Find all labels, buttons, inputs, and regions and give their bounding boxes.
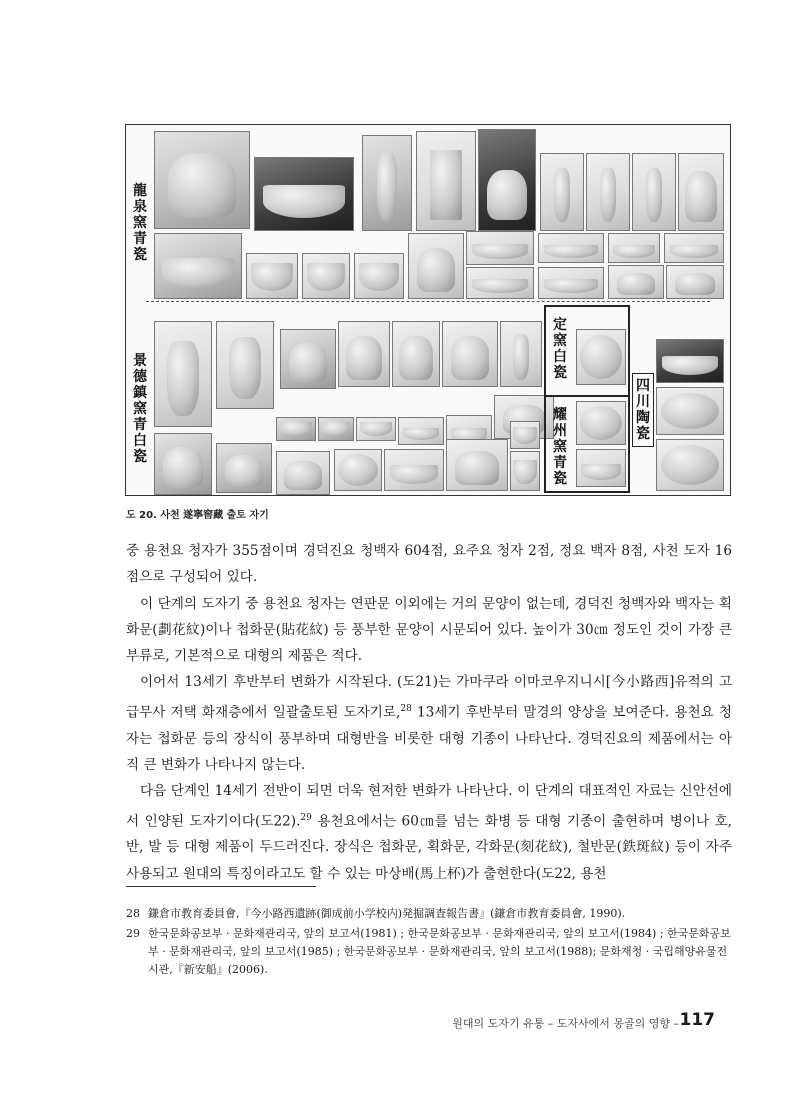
footnote-28: [126, 905, 732, 923]
photo-jingdezhen-lidded-bowl: [446, 439, 508, 491]
photo-longquan-cup-2: [302, 253, 350, 299]
photo-longquan-jarlet-1: [608, 265, 664, 299]
footnote-ref-28[interactable]: 28: [400, 703, 412, 714]
photo-jingdezhen-ewer-2: [216, 443, 272, 493]
photo-jingdezhen-box-3: [356, 417, 396, 441]
label-jingdezhen: 景德鎮窯青白瓷: [133, 353, 147, 465]
footnote-text: 鎌倉市教育委員會,『今小路西遺跡(御成前小学校内)発掘調査報告書』(鎌倉市教育委員會, 1990).: [148, 907, 626, 920]
photo-jingdezhen-cup-2: [510, 451, 540, 491]
photo-longquan-cup-1: [246, 253, 298, 299]
running-title: 원대의 도자기 유통 – 도자사에서 몽골의 영향 –: [452, 1017, 679, 1030]
paragraph-3-part-b: 13세기 후반부터 말경의 양상을 보여준다. 용천요 청자는 첩화문 등의 장식이 풍부하며 대형반을 비롯한 대형 기종이 나타난다. 경덕진요의 제품에서는 아직 큰 변화가 나타나지 않는다.: [126, 704, 732, 773]
photo-longquan-bowl-5: [538, 267, 604, 299]
photo-jingdezhen-ewer-1: [154, 433, 212, 495]
photo-longquan-ewer: [408, 233, 464, 299]
paragraph-4-part-a: 다음 단계인 14세기 전반이 되면 더욱 현저한 변화가 나타난다. 이 단계의 대표적인 자료는 신안선에서 인양된 도자기이다(도22).: [126, 783, 732, 830]
ding-yaozhou-box: [544, 305, 630, 493]
photo-longquan-vase-2: [478, 129, 536, 231]
label-ding: 定窯白瓷: [553, 317, 567, 381]
photo-jingdezhen-censer-3: [442, 321, 498, 387]
figure-caption: 도 20. 사천 遂寧窖藏 출토 자기: [126, 510, 269, 521]
label-sichuan: 四川陶瓷: [636, 378, 650, 442]
photo-jingdezhen-meiping-2: [216, 321, 274, 409]
photo-longquan-lidded-jar: [678, 153, 724, 231]
photo-longquan-vase-1: [362, 135, 412, 231]
paragraph-3-part-a: 이어서 13세기 후반부터 변화가 시작된다. (도21)는 가마쿠라 이마코우지니시[今小路西]유적의 고급무사 저택 화재층에서 일괄출토된 도자기로,: [126, 674, 732, 721]
photo-jingdezhen-meiping-1: [154, 321, 212, 427]
paragraph-1: 중 용천요 청자가 355점이며 경덕진요 청백자 604점, 요주요 청자 2점, 정요 백자 8점, 사천 도자 16점으로 구성되어 있다.: [126, 543, 732, 586]
photo-jingdezhen-vase: [500, 321, 542, 387]
photo-longquan-dish-1: [466, 267, 534, 299]
photo-longquan-cup-3: [354, 253, 404, 299]
footnote-rule: [126, 886, 316, 887]
photo-jingdezhen-jar-1: [280, 329, 336, 389]
photo-longquan-jarlet-2: [666, 265, 724, 299]
footnote-number: 29: [126, 927, 140, 940]
body-text: [126, 538, 732, 887]
figure-plate: [125, 124, 731, 496]
photo-longquan-vase-4: [586, 153, 630, 231]
photo-longquan-vase-3: [540, 153, 584, 231]
footnote-number: 28: [126, 907, 140, 920]
section-divider: [146, 301, 710, 302]
sichuan-label-box: [632, 373, 654, 447]
photo-longquan-bowl-1: [466, 231, 534, 265]
paragraph-2: 이 단계의 도자기 중 용천요 청자는 연판문 이외에는 거의 문양이 없는데, 경덕진 청백자와 백자는 획화문(劃花紋)이나 첩화문(貼花紋) 등 풍부한 문양이 시문되어 있다. 높이가 30㎝ 정도인 것이 가장 큰 부류로, 기본적으로 대형의 제품은 적다.: [126, 595, 732, 665]
photo-yaozhou-bowl-1: [576, 401, 626, 445]
footnote-29: [126, 925, 732, 979]
photo-jingdezhen-dish-2: [334, 449, 382, 491]
label-yaozhou: 耀州窯青瓷: [553, 407, 567, 487]
photo-sichuan-bowl-1: [656, 339, 724, 383]
page-number: 117: [679, 1010, 715, 1030]
paragraph-4: [126, 778, 732, 887]
photo-jingdezhen-bowl-2: [384, 449, 444, 491]
photo-jingdezhen-censer-2: [392, 321, 440, 387]
photo-longquan-bowl-3: [608, 233, 660, 263]
photo-longquan-censer: [254, 157, 354, 231]
photo-jingdezhen-figurine: [276, 451, 330, 495]
photo-longquan-tripod: [154, 233, 242, 299]
photo-jingdezhen-box-1: [276, 417, 316, 441]
footnotes: [126, 905, 732, 981]
photo-longquan-jar: [154, 131, 250, 229]
photo-longquan-vase-5: [632, 153, 676, 231]
paragraph-4-part-b: 용천요에서는 60㎝를 넘는 화병 등 대형 기종이 출현하며 병이나 호, 반, 발 등 대형 제품이 두드러진다. 장식은 첩화문, 획화문, 각화문(刻花紋), 철반문(鉄斑紋) 등이 자주 사용되고 원대의 특징이라고도 할 수 있는 마상배(馬上杯)가 출현한다(도22, 용천: [126, 813, 732, 882]
box-divider: [546, 395, 628, 397]
photo-yaozhou-bowl-2: [576, 449, 626, 487]
photo-jingdezhen-box-2: [318, 417, 354, 441]
photo-jingdezhen-cup-1: [510, 421, 540, 449]
photo-sichuan-bowl-3: [656, 439, 724, 491]
footnote-text: 한국문화공보부 · 문화재관리국, 앞의 보고서(1981) ; 한국문화공보부 · 문화재관리국, 앞의 보고서(1984) ; 한국문화공보부 · 문화재관리국, 앞의 보고서(1985) ; 한국문화공보부 · 문화재관리국, 앞의 보고서(1988); 문화재청 · 국립해양유물전시관,『新安船』(2006).: [148, 927, 731, 976]
photo-sichuan-bowl-2: [656, 387, 724, 435]
label-longquan: 龍泉窯青瓷: [133, 183, 147, 263]
paragraph-3: [126, 669, 732, 778]
footnote-ref-29[interactable]: 29: [300, 812, 312, 823]
photo-longquan-bowl-4: [664, 233, 724, 263]
photo-jingdezhen-dish-1: [398, 417, 444, 445]
photo-longquan-cong-vase: [416, 131, 476, 231]
photo-ding-dish: [576, 329, 626, 385]
photo-longquan-bowl-2: [538, 233, 604, 263]
photo-jingdezhen-censer-1: [338, 321, 390, 387]
